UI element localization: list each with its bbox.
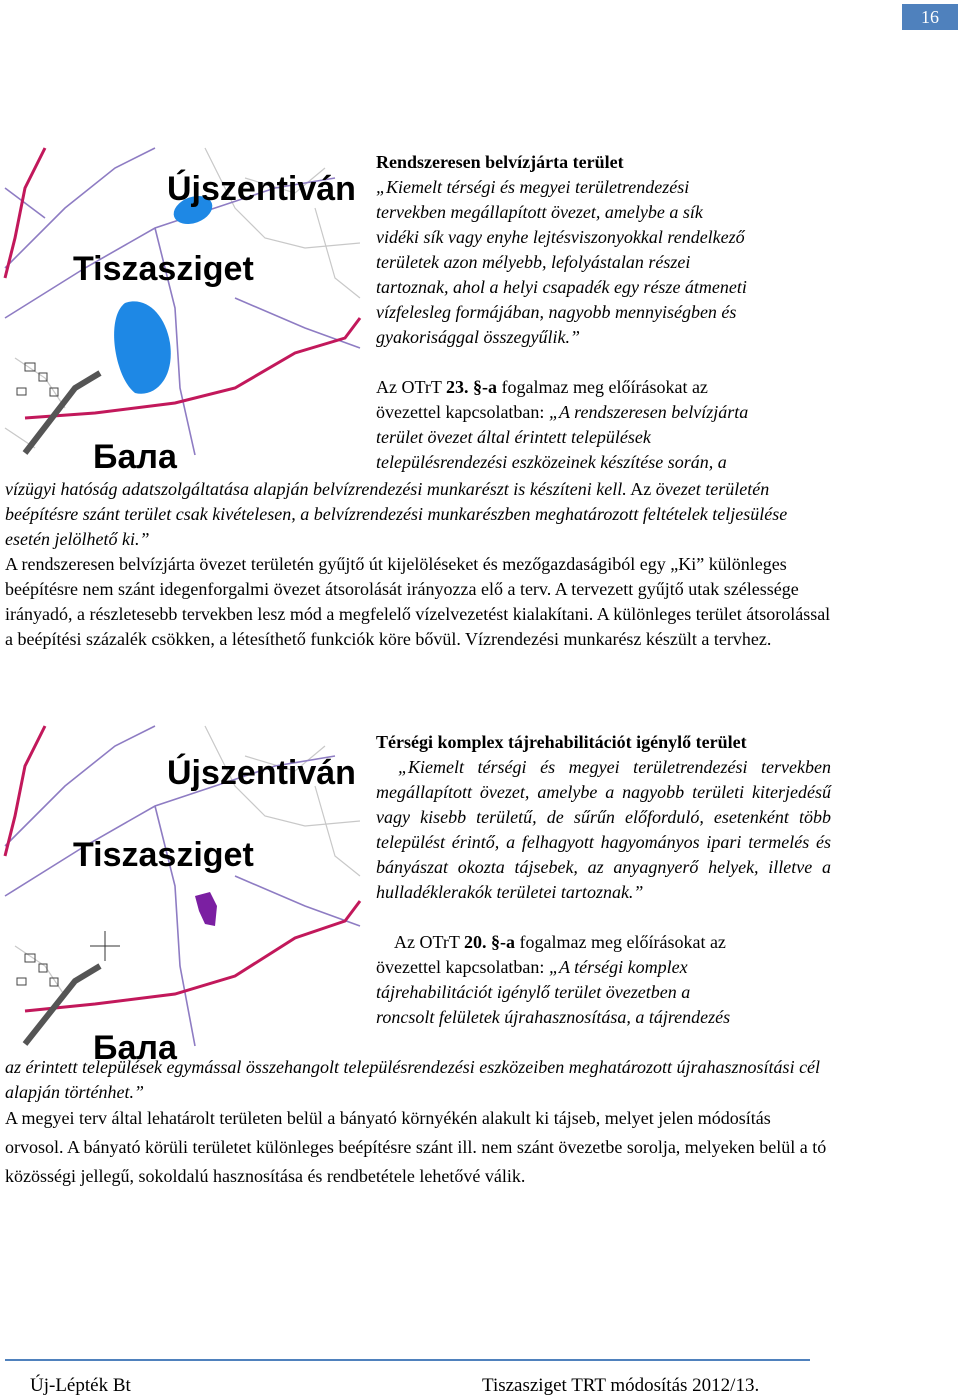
section1-otrt-line2-italic: „A rendszeresen belvízjárta	[548, 402, 749, 422]
map-landscape-rehab	[5, 726, 360, 1067]
section2-body: A megyei terv által lehatárolt területen belül a bányató környékén alakult ki tájseb, melyet jelen módosítás orvosol. A bányató körüli területet különleges beépítésre szánt ill. nem szánt övezetbe sorolja, melyeken belül a tó közösségi jellegű, sokoldalú hasznosítása és rendbetétele lehetővé válik.	[5, 1108, 827, 1186]
section1-quote	[376, 175, 831, 350]
section1-italic-part1: vízügyi hatóság adatszolgáltatása alapján belvízrendezési munkarészt is készíteni kell.	[5, 479, 627, 499]
section1-quote-line: gyakorisággal összegyűlik.”	[376, 327, 580, 347]
section1-otrt-rest: fogalmaz meg előírásokat az	[497, 377, 708, 397]
section2-otrt-prefix: Az OTrT	[394, 932, 465, 952]
page-number: 16	[902, 4, 958, 30]
footer-company: Új-Lépték Bt	[30, 1375, 131, 1396]
section1-quote-line: vidéki sík vagy enyhe lejtésviszonyokkal rendelkező	[376, 227, 745, 247]
section1-otrt-reference	[376, 375, 831, 475]
section1-quote-line: tartoznak, ahol a helyi csapadék egy része átmeneti	[376, 277, 747, 297]
section1-quote-line: vízfelesleg formájában, nagyobb mennyiségben és	[376, 302, 737, 322]
section2-heading: Térségi komplex tájrehabilitációt igénylő terület	[376, 732, 747, 752]
map-inland-water	[5, 148, 360, 476]
section1-body: A rendszeresen belvízjárta övezet területén gyűjtő út kijelöléseket és mezőgazdaságiból egy „Ki” különleges beépítésre nem szánt idegenforgalmi övezet átsorolását irányozza elő a terv. A tervezett gyűjtő utak szélessége irányadó, a részletesebb tervekben lesz mód a megfelelő vízelvezetést kialakítani. A különleges terület átsorolással a beépítési százalék csökken, a létesíthető funkciók köre bővül. Vízrendezési munkarész készült a tervhez.	[5, 554, 831, 649]
section1-italic-part2: övezet területén beépítésre szánt terület csak kivételesen, a belvízrendezési munkarészben meghatározott feltételek teljesülése esetén jelölhető ki.”	[5, 479, 788, 549]
section2-italic-part: az érintett települések egymással összehangolt településrendezési eszközeiben meghatározott újrahasznosítási cél alapján történhet.”	[5, 1057, 821, 1102]
section2-otrt-continuation	[5, 1055, 831, 1105]
map2-label-tiszasziget: Tiszasziget	[73, 836, 254, 874]
section1-sidebar-text	[376, 150, 831, 475]
section1-otrt-line2: övezettel kapcsolatban:	[376, 402, 549, 422]
section1-plain-part: Az	[626, 479, 652, 499]
map2-label-south: Бала	[93, 1029, 177, 1067]
section1-heading: Rendszeresen belvízjárta terület	[376, 152, 624, 172]
section1-otrt-prefix: Az OTrT	[376, 377, 447, 397]
map1-label-ujszentivan: Újszentiván	[167, 170, 356, 208]
map2-label-ujszentivan: Újszentiván	[167, 754, 356, 792]
section1-otrt-paragraph: 23. §-a	[446, 377, 498, 397]
section1-otrt-line3: terület övezet által érintett települések	[376, 427, 651, 447]
section1-fullwidth-text	[5, 477, 831, 652]
footer-document-title: Tiszasziget TRT módosítás 2012/13.	[482, 1375, 760, 1396]
section2-sidebar-text	[376, 730, 831, 1030]
section2-otrt-paragraph: 20. §-a	[464, 932, 516, 952]
section2-otrt-line4: roncsolt felületek újrahasznosítása, a tájrendezés	[376, 1007, 731, 1027]
section1-otrt-continuation	[5, 477, 831, 552]
section2-otrt-line3: tájrehabilitációt igénylő terület övezetben a	[376, 982, 691, 1002]
section1-quote-line: „Kiemelt térségi és megyei területrendezési	[376, 177, 690, 197]
footer-divider	[5, 1359, 810, 1361]
map-inland-water-graphic	[5, 148, 360, 476]
section1-quote-line: területek azon mélyebb, lefolyástalan részei	[376, 252, 691, 272]
section2-otrt-rest: fogalmaz meg előírásokat az	[515, 932, 726, 952]
map-landscape-rehab-graphic	[5, 726, 360, 1067]
section1-quote-line: tervekben megállapított övezet, amelybe a sík	[376, 202, 703, 222]
section2-otrt-line2-italic: „A térségi komplex	[548, 957, 688, 977]
section2-quote: „Kiemelt térségi és megyei területrendezési tervekben megállapított övezet, amelybe a nagyobb területi kiterjedésű vagy kisebb területű, de sűrűn előforduló, esetenként több települést érintő, a felhagyott hagyományos ipari termelés és bányászat okozta tájsebek, az anyagnyerő helyek, illetve a hulladéklerakók területei tartoznak.”	[376, 757, 831, 902]
section2-otrt-line2: övezettel kapcsolatban:	[376, 957, 549, 977]
section2-otrt-reference	[376, 930, 831, 1030]
section1-otrt-line4: településrendezési eszközeinek készítése során, a	[376, 452, 727, 472]
section2-fullwidth-text	[5, 1055, 831, 1191]
map1-label-south: Бала	[93, 438, 177, 476]
map1-label-tiszasziget: Tiszasziget	[73, 250, 254, 288]
